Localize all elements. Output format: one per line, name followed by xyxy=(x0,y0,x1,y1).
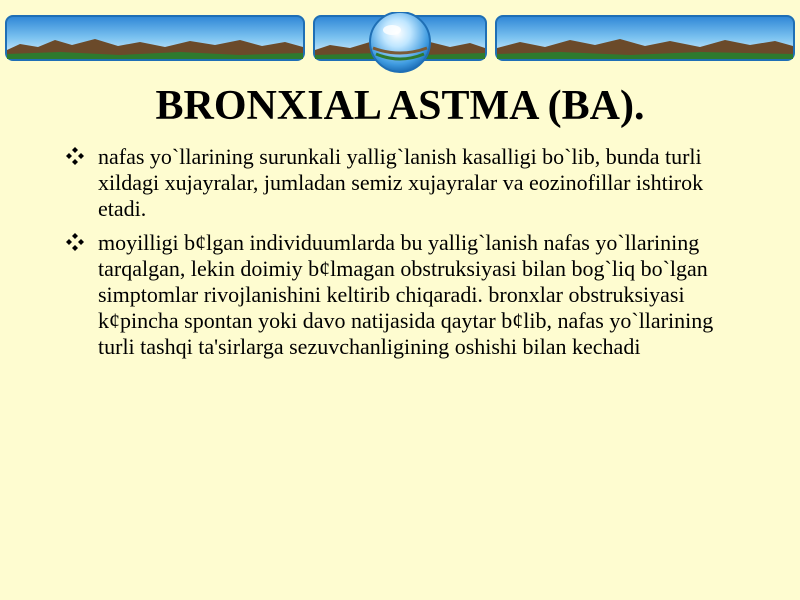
list-item xyxy=(62,230,742,360)
landscape-banner-image xyxy=(0,12,800,78)
header-banner xyxy=(0,12,800,78)
left-landscape-panel xyxy=(6,16,304,60)
list-item xyxy=(62,144,742,222)
bullet-text: moyilligi b¢lgan individuumlarda bu yallig`lanish nafas yo`llarining tarqalgan, lekin doimiy b¢lmagan obstruksiyasi bilan bog`liq bo`lgan simptomlar rivojlanishini keltirib chiqaradi. bronxlar obstruksiyasi k¢pincha spontan yoki davo natijasida qaytar b¢lib, nafas yo`llarining turli tashqi ta'sirlarga sezuvchanligining oshishi bilan kechadi xyxy=(98,230,714,359)
diamond-bullet-icon xyxy=(64,231,86,253)
bullet-list xyxy=(62,144,742,368)
bullet-text: nafas yo`llarining surunkali yallig`lanish kasalligi bo`lib, bunda turli xildagi xujayralar, jumladan semiz xujayralar va eozinofillar ishtirok etadi. xyxy=(98,144,704,221)
slide-title: BRONXIAL ASTMA (BA). xyxy=(155,83,645,129)
diamond-bullet-icon xyxy=(64,145,86,167)
globe-icon xyxy=(370,12,430,72)
right-landscape-panel xyxy=(496,16,794,60)
